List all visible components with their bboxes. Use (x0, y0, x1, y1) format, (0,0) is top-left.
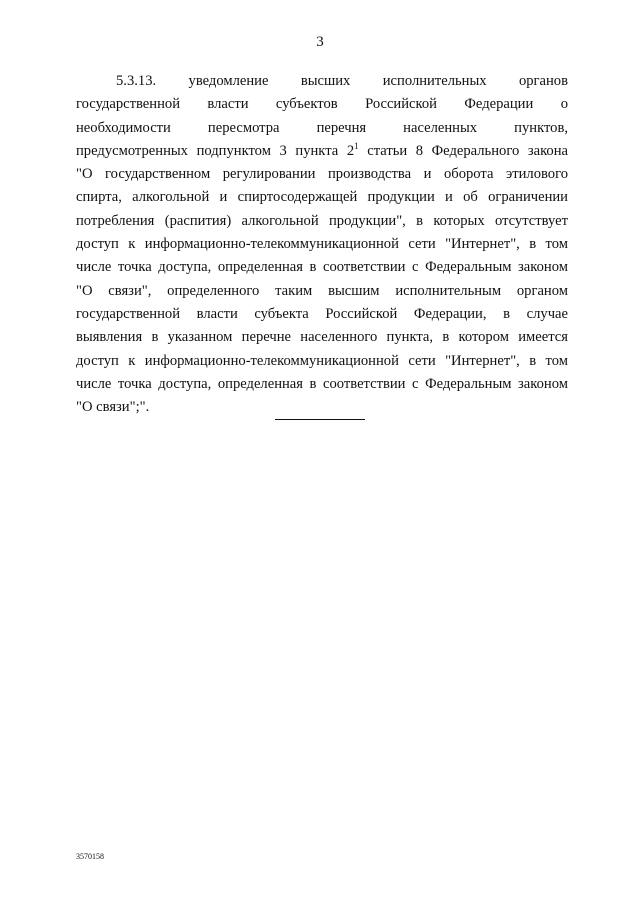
text-line: числе точка доступа, определенная в соответствии с Федеральным законом (76, 375, 568, 392)
text-line: доступ к информационно-телекоммуникационной сети "Интернет", в том (76, 352, 568, 369)
text-line: числе точка доступа, определенная в соответствии с Федеральным законом (76, 259, 568, 276)
line-suffix: статьи 8 Федерального закона (367, 142, 568, 159)
clause-5-3-13 (76, 70, 568, 419)
text-line: потребления (распития) алкогольной продукции", в которых отсутствует (76, 212, 568, 229)
text-line: доступ к информационно-телекоммуникационной сети "Интернет", в том (76, 236, 568, 253)
text-line: "О связи", определенного таким высшим исполнительным органом (76, 282, 568, 299)
text-line: государственной власти субъектов Российской Федерации о (76, 96, 568, 113)
text-line: необходимости пересмотра перечня населенных пунктов, (76, 119, 568, 136)
document-code: 3570158 (76, 852, 104, 861)
text-line: спирта, алкогольной и спиртосодержащей продукции и об ограничении (76, 189, 568, 206)
superscript: 1 (354, 140, 359, 151)
text-line: государственной власти субъекта Российской Федерации, в случае (76, 305, 568, 322)
page-number: 3 (316, 34, 324, 50)
line-prefix: предусмотренных подпунктом 3 пункта 2 (76, 142, 355, 159)
text-line: 5.3.13. уведомление высших исполнительных органов (116, 73, 568, 89)
text-line: "О государственном регулировании производства и оборота этилового (76, 166, 568, 183)
text-line: выявления в указанном перечне населенного пункта, в котором имеется (76, 329, 568, 346)
text-line: "О связи";". (76, 399, 150, 416)
horizontal-rule (275, 419, 365, 420)
text-line-with-superscript (76, 140, 568, 163)
